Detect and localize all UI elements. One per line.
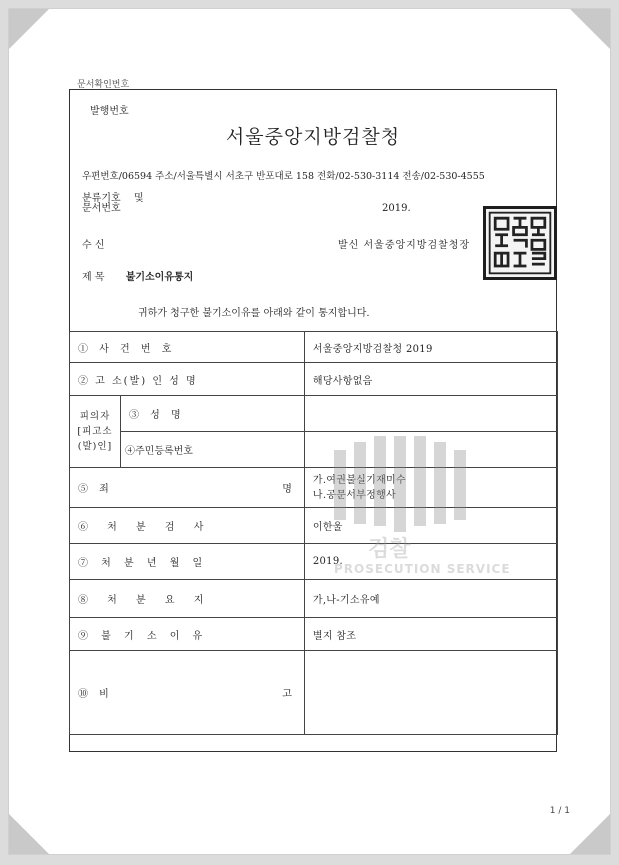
recipient-label: 수 신 — [82, 240, 105, 251]
remark-label — [70, 651, 305, 735]
page-corner — [570, 814, 610, 854]
page-indicator: 1 / 1 — [549, 806, 570, 816]
seal-graphic — [486, 209, 554, 277]
gist-label: ⑧ 처 분 요 지 — [70, 580, 305, 618]
table-row — [70, 651, 558, 735]
subject-label: 제 목 — [82, 272, 105, 283]
accused-label-line-1: 피의자 — [79, 411, 111, 422]
document-frame — [69, 89, 557, 752]
remark-value — [304, 651, 557, 735]
complainant-value: 해당사항없음 — [304, 363, 557, 396]
date-label: ⑦ 처 분 년 월 일 — [70, 544, 305, 580]
crime-value-line-2: 나.공문서부정행사 — [312, 489, 397, 501]
crime-label-num: ⑤ 죄 — [78, 484, 113, 495]
table-row — [70, 508, 558, 544]
document-number-label: 문서번호 — [82, 203, 121, 214]
document-id-label: 문서확인번호 — [77, 80, 130, 90]
document-page — [8, 8, 611, 855]
agency-title: 서울중앙지방검찰청 — [225, 126, 401, 148]
subject-text: 불기소이유통지 — [125, 272, 194, 283]
case-number-label: ① 사 건 번 호 — [70, 332, 305, 363]
table-row — [70, 580, 558, 618]
reason-value: 별지 참조 — [304, 618, 557, 651]
reason-label: ⑨ 불 기 소 이 유 — [70, 618, 305, 651]
table-row — [70, 432, 558, 468]
watermark-subtext: PROSECUTION SERVICE — [334, 562, 511, 576]
classification-label — [82, 193, 144, 214]
page-corner — [9, 9, 49, 49]
remark-label-num: ⑩ 비 — [78, 689, 113, 700]
table-row — [70, 363, 558, 396]
name-value — [304, 396, 557, 432]
official-seal — [483, 206, 557, 280]
classification-and: 및 — [134, 193, 144, 204]
crime-value — [304, 468, 557, 508]
date-value: 2019. — [304, 544, 557, 580]
issue-number-label: 발행번호 — [90, 106, 129, 117]
accused-label-line-2: [피고소(발)인] — [77, 426, 113, 452]
subject-row — [82, 268, 193, 283]
table-row — [70, 618, 558, 651]
complainant-label: ② 고 소(발) 인 성 명 — [70, 363, 305, 396]
page-corner — [9, 814, 49, 854]
prosecutor-value: 이한울 — [304, 508, 557, 544]
classification-code-label: 분류기호 — [82, 193, 121, 204]
case-number-value: 서울중앙지방검찰청 2019 — [304, 332, 557, 363]
remark-label-word: 고 — [282, 689, 296, 700]
table-row — [70, 396, 558, 432]
crime-value-line-1: 가.여권불실기재미수 — [312, 474, 406, 486]
name-label: ③ 성 명 — [121, 396, 305, 432]
watermark-text: 검찰 — [368, 537, 411, 562]
table-row — [70, 332, 558, 363]
page-corner — [570, 9, 610, 49]
sender-line: 발신 서울중앙지방검찰청장 — [338, 240, 471, 251]
accused-label — [70, 396, 121, 468]
notice-text: 귀하가 청구한 불기소이유를 아래와 같이 통지합니다. — [138, 308, 370, 319]
crime-label — [70, 468, 305, 508]
notice-table — [69, 331, 558, 735]
table-row — [70, 544, 558, 580]
prosecutor-label: ⑥ 처 분 검 사 — [70, 508, 305, 544]
issue-year: 2019. — [382, 203, 411, 214]
address-line: 우편번호/06594 주소/서울특별시 서초구 반포대로 158 전화/02-530-3114 전송/02-530-4555 — [82, 171, 485, 182]
rrn-value — [304, 432, 557, 468]
rrn-label: ④주민등록번호 — [121, 432, 305, 468]
table-row — [70, 468, 558, 508]
crime-label-word: 명 — [282, 484, 296, 495]
gist-value: 가,나-기소유예 — [304, 580, 557, 618]
